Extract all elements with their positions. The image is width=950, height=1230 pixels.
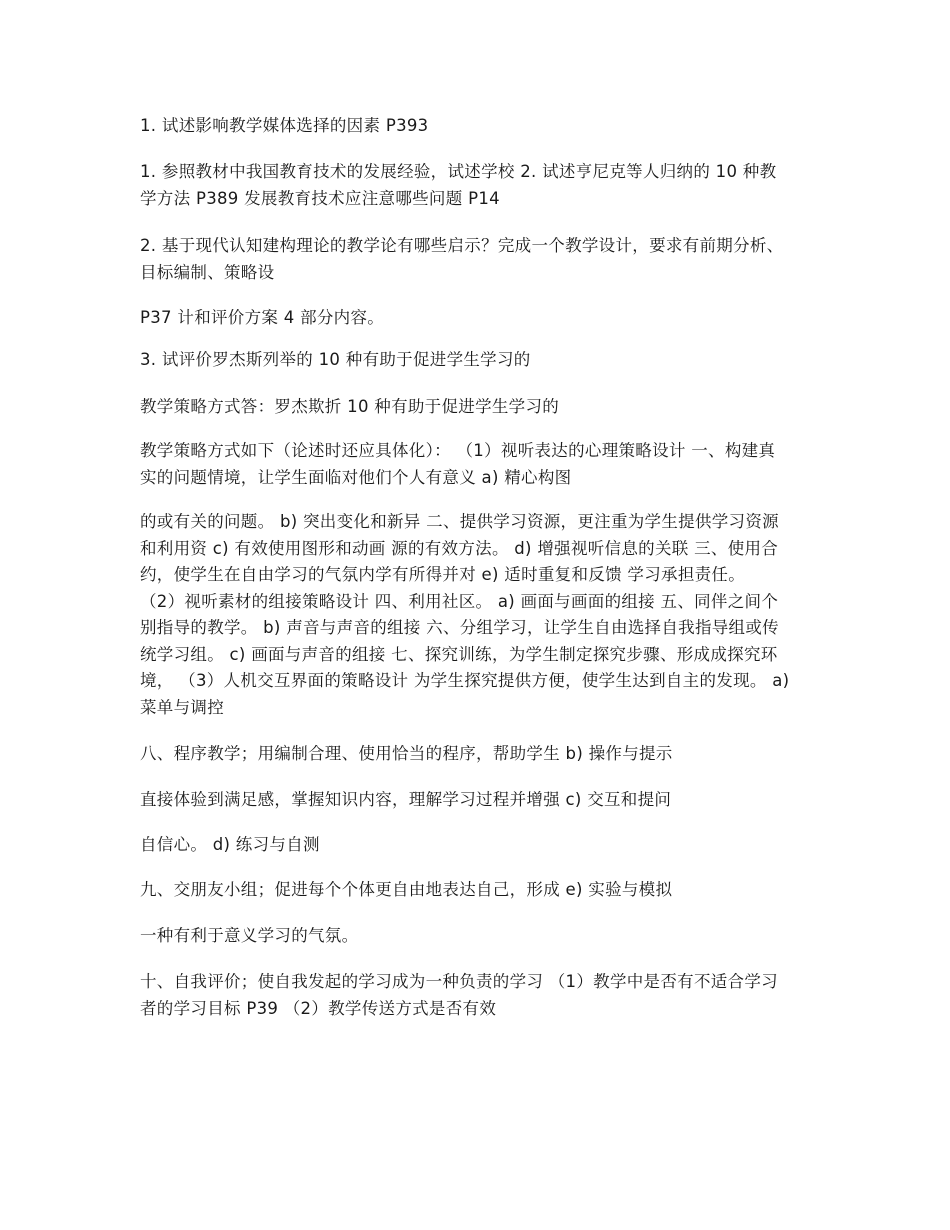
paragraph [140, 347, 830, 374]
paragraph [140, 159, 830, 212]
text-line: （2）视听素材的组接策略设计 四、利用社区。 a) 画面与画面的组接 五、同伴之间个 [140, 591, 779, 611]
text-line: 教学策略方式答：罗杰欺折 10 种有助于促进学生学习的 [140, 397, 560, 416]
text-line: 自信心。 d) 练习与自测 [140, 835, 320, 854]
text-line: 者的学习目标 P39 （2）教学传送方式是否有效 [140, 998, 497, 1018]
paragraph [140, 832, 830, 859]
text-line: 直接体验到满足感，掌握知识内容，理解学习过程并增强 c) 交互和提问 [140, 790, 672, 809]
paragraph [140, 787, 830, 814]
text-line: 目标编制、策略设 [140, 262, 275, 282]
text-line: 约，使学生在自由学习的气氛内学有所得并对 e) 适时重复和反馈 学习承担责任。 [140, 565, 746, 584]
paragraph [140, 113, 830, 140]
text-line: 十、自我评价；使自我发起的学习成为一种负责的学习 （1）教学中是否有不适合学习 [140, 972, 778, 991]
text-line: 菜单与调控 [140, 697, 224, 717]
text-line: 2. 基于现代认知建构理论的教学论有哪些启示？完成一个教学设计，要求有前期分析、 [140, 236, 784, 255]
text-line: P37 计和评价方案 4 部分内容。 [140, 308, 385, 327]
text-line: 别指导的教学。 b) 声音与声音的组接 六、分组学习，让学生自由选择自我指导组或传 [140, 618, 779, 637]
paragraph [140, 741, 830, 768]
paragraph [140, 233, 830, 286]
paragraph [140, 969, 830, 1022]
text-line: 的或有关的问题。 b) 突出变化和新异 二、提供学习资源，更注重为学生提供学习资源 [140, 512, 779, 531]
paragraph [140, 509, 830, 721]
text-line: 统学习组。 c) 画面与声音的组接 七、探究训练，为学生制定探究步骤、形成成探究环 [140, 644, 778, 664]
paragraph [140, 438, 830, 491]
text-line: 学方法 P389 发展教育技术应注意哪些问题 P14 [140, 188, 500, 208]
text-line: 一种有利于意义学习的气氛。 [140, 926, 359, 945]
text-line: 和利用资 c) 有效使用图形和动画 源的有效方法。 d) 增强视听信息的关联 三、使用合 [140, 538, 779, 558]
text-line: 实的问题情境，让学生面临对他们个人有意义 a) 精心构图 [140, 467, 572, 487]
text-line: 教学策略方式如下（论述时还应具体化）： （1）视听表达的心理策略设计 一、构建真 [140, 441, 776, 460]
text-line: 1. 参照教材中我国教育技术的发展经验，试述学校 2. 试述亨尼克等人归纳的 10 种教 [140, 162, 777, 181]
text-line: 1. 试述影响教学媒体选择的因素 P393 [140, 116, 429, 135]
paragraph [140, 305, 830, 332]
paragraph [140, 877, 830, 904]
text-line: 八、程序教学；用编制合理、使用恰当的程序，帮助学生 b) 操作与提示 [140, 744, 673, 763]
paragraph [140, 923, 830, 950]
text-line: 九、交朋友小组；促进每个个体更自由地表达自己，形成 e) 实验与模拟 [140, 880, 673, 899]
text-line: 3. 试评价罗杰斯列举的 10 种有助于促进学生学习的 [140, 350, 531, 369]
text-line: 境， （3）人机交互界面的策略设计 为学生探究提供方便，使学生达到自主的发现。 a) [140, 671, 790, 690]
paragraph [140, 394, 830, 421]
